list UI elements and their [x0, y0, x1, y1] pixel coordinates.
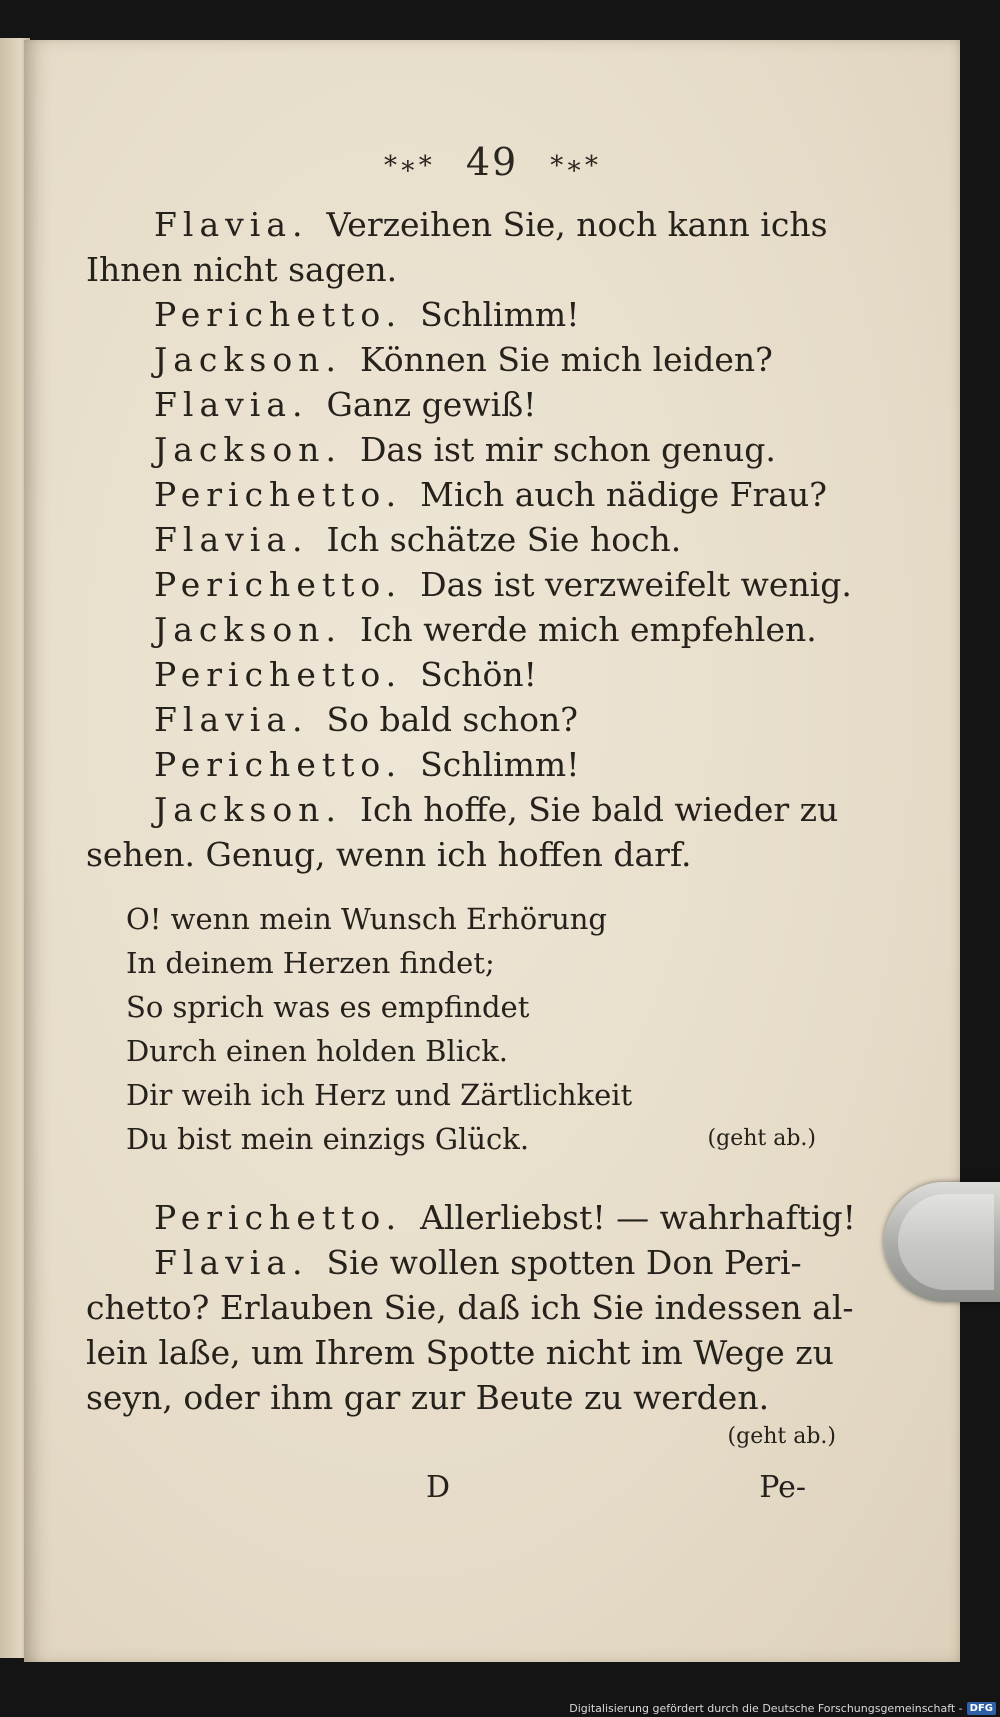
dialogue-line: [86, 427, 846, 472]
dialogue-line: [86, 562, 852, 607]
dialogue-text: Schlimm!: [420, 295, 580, 334]
dialogue-text: Allerliebst! — wahrhaftig!: [420, 1198, 856, 1237]
dialogue-text: Sie wollen spotten Don Peri-: [326, 1243, 802, 1282]
dialogue-text: sehen. Genug, wenn ich hoffen darf.: [86, 835, 692, 874]
dialogue-line: [86, 832, 846, 877]
dialogue-line: [86, 607, 846, 652]
page-footer: [86, 1465, 806, 1510]
digitization-credit: [569, 1702, 996, 1715]
verse-line: Durch einen holden Blick.: [126, 1034, 509, 1068]
dialogue-text: Ich hoffe, Sie bald wieder zu: [359, 790, 839, 829]
dfg-logo: DFG: [967, 1702, 996, 1715]
dialogue-text: seyn, oder ihm gar zur Beute zu werden.: [86, 1378, 770, 1417]
verse-line: Dir weih ich Herz und Zärtlichkeit: [126, 1078, 633, 1112]
dialogue-line: [86, 742, 846, 787]
verse-line: In deinem Herzen findet;: [126, 946, 495, 980]
stage-direction: (geht ab.): [727, 1424, 836, 1449]
page-header: [24, 140, 960, 184]
dialogue-line: [86, 1240, 846, 1285]
dialogue-text: Ganz gewiß!: [326, 385, 537, 424]
signature-mark: D: [426, 1470, 451, 1505]
credit-text: Digitalisierung gefördert durch die Deutsche Forschungsgemeinschaft -: [569, 1702, 963, 1715]
catchword: Pe-: [759, 1470, 806, 1505]
verse-line: O! wenn mein Wunsch Erhörung: [126, 902, 607, 936]
speaker-name: Perichetto.: [154, 295, 403, 334]
speaker-name: Jackson.: [154, 790, 342, 829]
page-body: [86, 202, 856, 1510]
dialogue-line: [86, 697, 846, 742]
dialogue-text: Verzeihen Sie, noch kann ichs: [326, 205, 828, 244]
speaker-name: Flavia.: [154, 700, 309, 739]
dialogue-line: [86, 1195, 856, 1240]
speaker-name: Perichetto.: [154, 565, 403, 604]
speaker-name: Perichetto.: [154, 475, 403, 514]
dialogue-text: chetto? Erlauben Sie, daß ich Sie indessen al-: [86, 1288, 854, 1327]
dialogue-line: [86, 292, 846, 337]
verse-text: Du bist mein einzigs Glück.: [126, 1122, 530, 1156]
dialogue-line: [86, 382, 846, 427]
dialogue-line: [86, 787, 846, 832]
dialogue-line: [86, 247, 846, 292]
speaker-name: Perichetto.: [154, 655, 403, 694]
page-number: 49: [465, 140, 519, 184]
verse-line: So sprich was es empfindet: [126, 990, 530, 1024]
speaker-name: Flavia.: [154, 205, 309, 244]
dialogue-text: Schön!: [420, 655, 537, 694]
dialogue-line: [86, 472, 846, 517]
book-page: [24, 40, 960, 1662]
dialogue-text: Schlimm!: [420, 745, 580, 784]
speaker-name: Perichetto.: [154, 745, 403, 784]
dialogue-text: Ihnen nicht sagen.: [86, 250, 398, 289]
page-clip: [884, 1182, 1000, 1302]
after-verse-block: [86, 1195, 856, 1459]
dialogue-line: [86, 1330, 846, 1375]
verse-line: [126, 1117, 816, 1161]
dialogue-text: Können Sie mich leiden?: [359, 340, 773, 379]
dialogue-line: [86, 202, 846, 247]
dialogue-text: Das ist verzweifelt wenig.: [420, 565, 852, 604]
dialogue-text: lein laße, um Ihrem Spotte nicht im Wege zu: [86, 1333, 834, 1372]
stage-direction: (geht ab.): [707, 1126, 816, 1151]
header-ornament-right: *∗*: [550, 150, 600, 181]
dialogue-line: [86, 517, 846, 562]
dialogue-text: Mich auch nädige Frau?: [420, 475, 827, 514]
header-ornament-left: *∗*: [384, 150, 434, 181]
speaker-name: Perichetto.: [154, 1198, 403, 1237]
dialogue-text: Ich schätze Sie hoch.: [326, 520, 682, 559]
speaker-name: Jackson.: [154, 430, 342, 469]
dialogue-text: So bald schon?: [326, 700, 578, 739]
speaker-name: Flavia.: [154, 520, 309, 559]
dialogue-line: [86, 652, 846, 697]
speaker-name: Flavia.: [154, 385, 309, 424]
dialogue-line: [86, 337, 846, 382]
verse-block: [86, 897, 846, 1161]
dialogue-line: [86, 1285, 854, 1330]
speaker-name: Jackson.: [154, 610, 342, 649]
speaker-name: Jackson.: [154, 340, 342, 379]
speaker-name: Flavia.: [154, 1243, 309, 1282]
dialogue-text: Das ist mir schon genug.: [359, 430, 776, 469]
dialogue-text: Ich werde mich empfehlen.: [359, 610, 817, 649]
